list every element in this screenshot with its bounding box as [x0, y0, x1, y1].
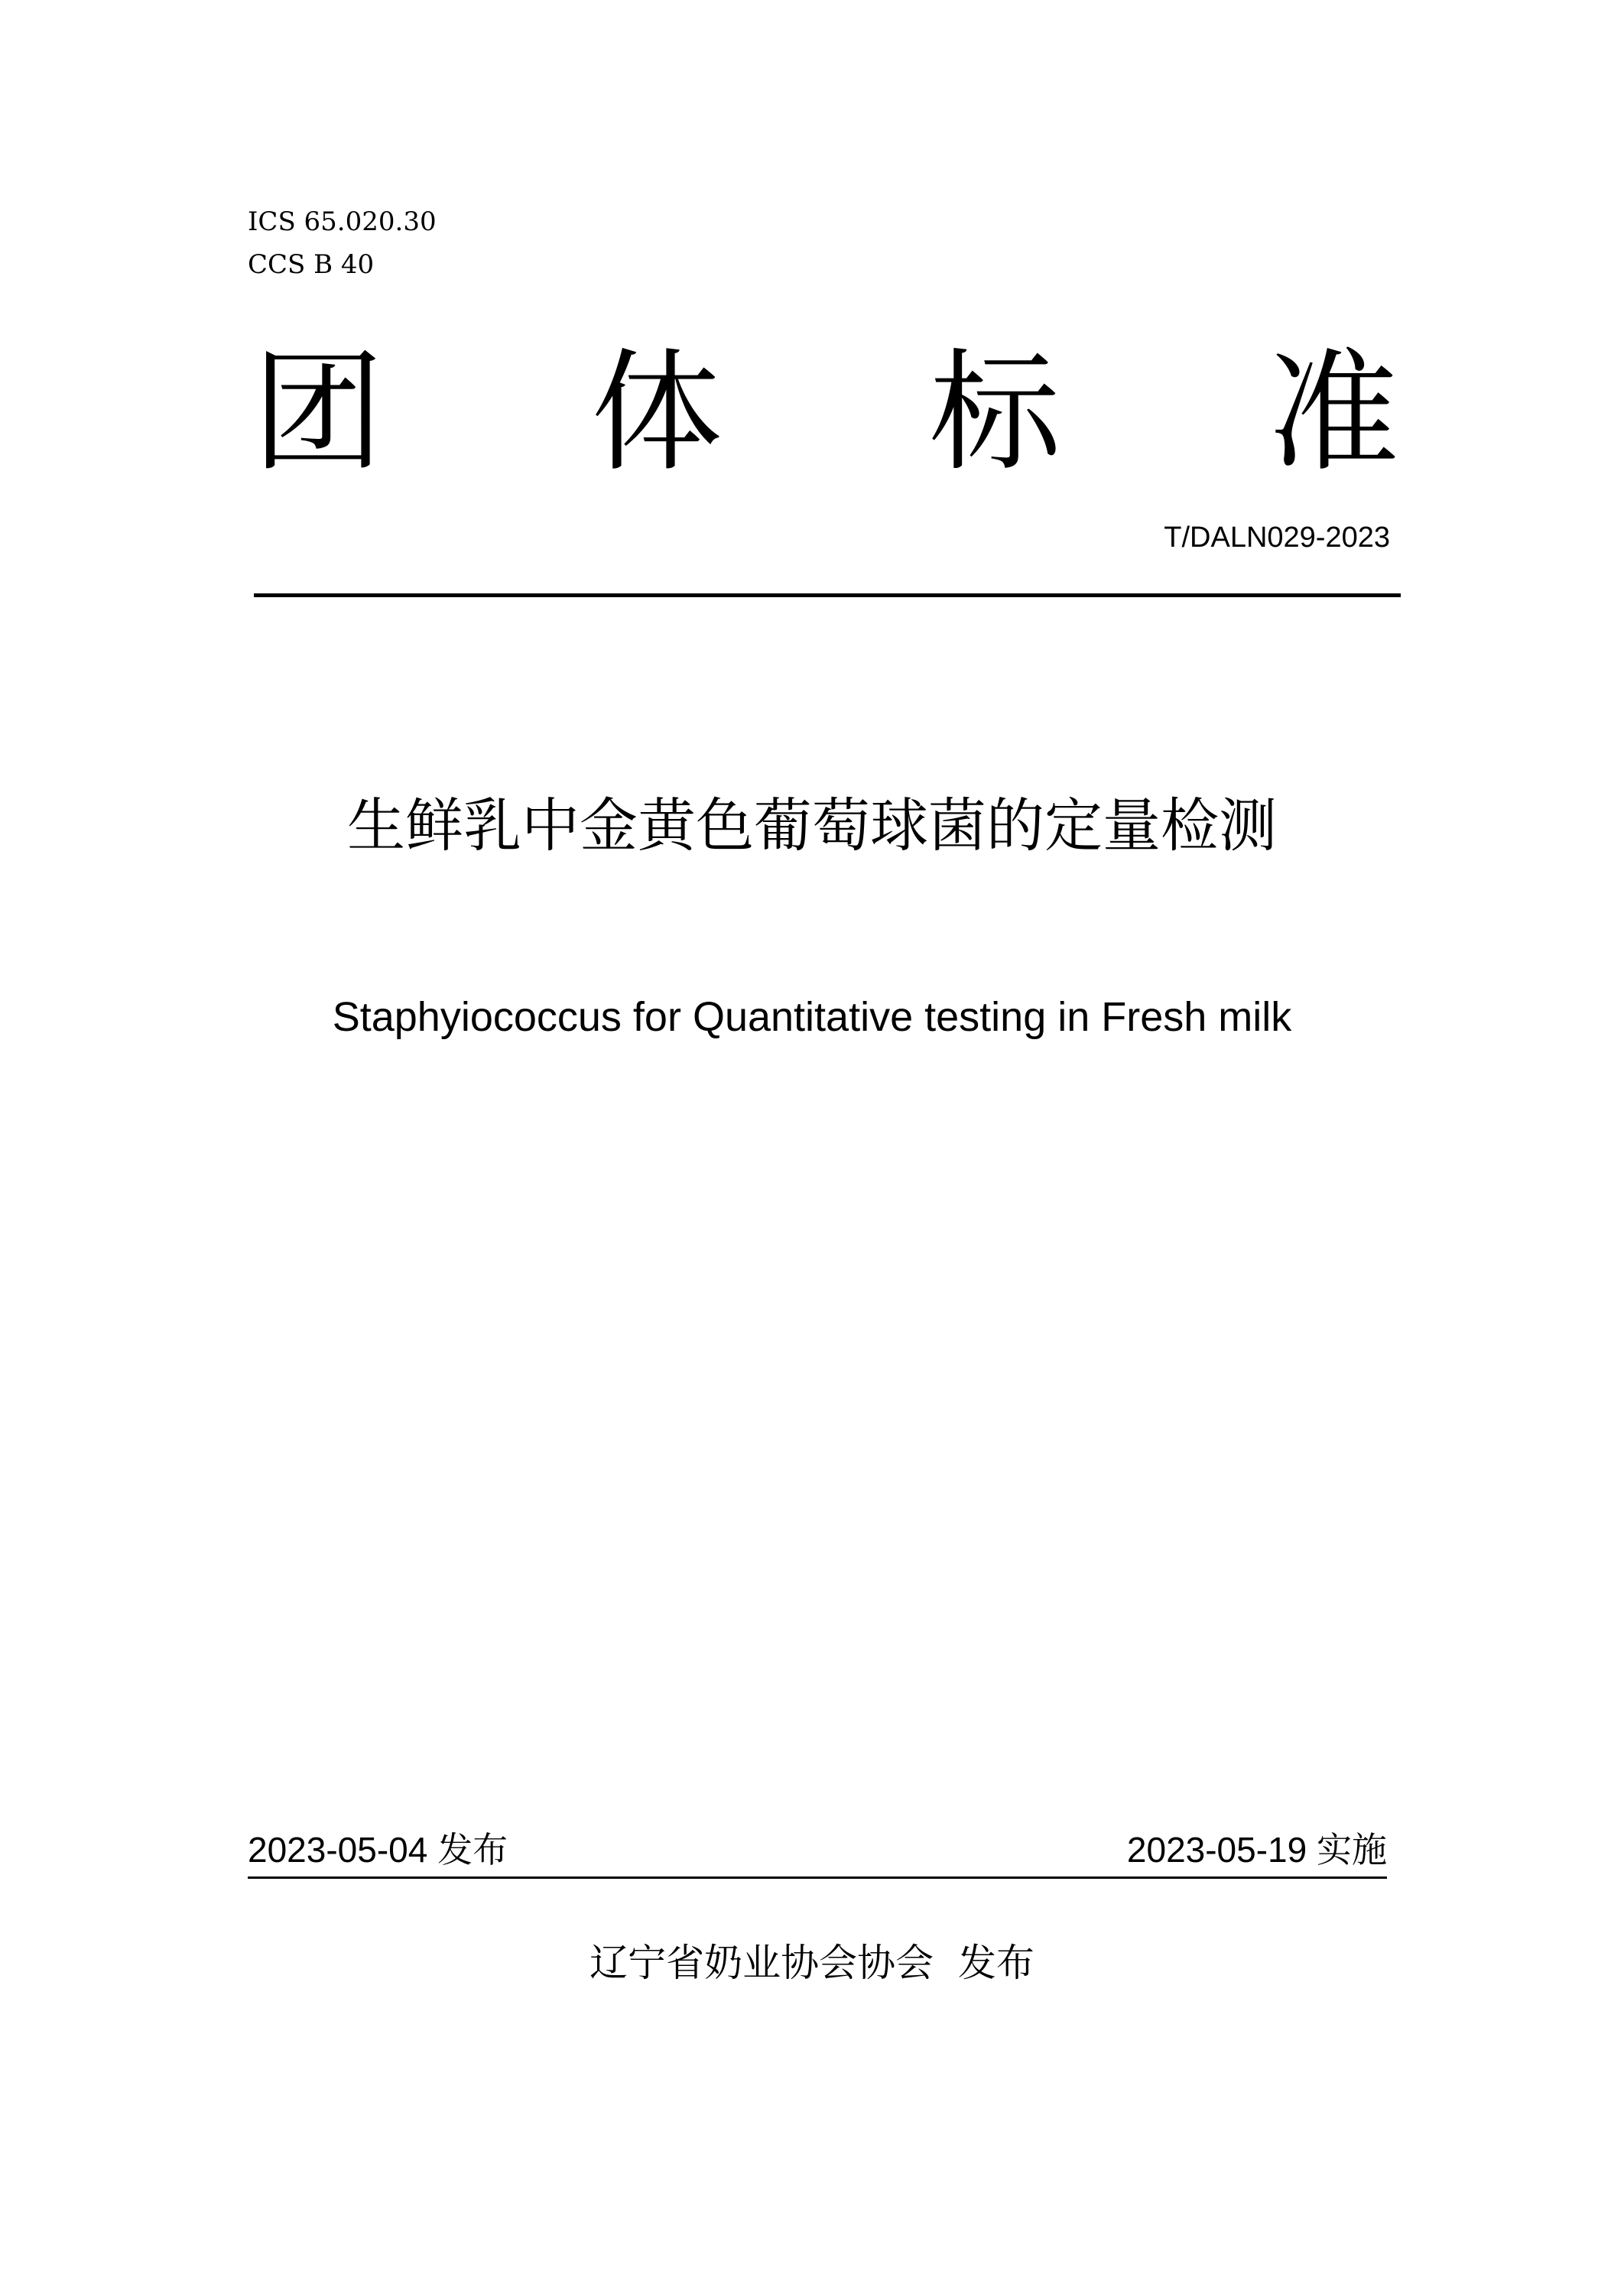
title-char-2: 体 [590, 336, 723, 489]
title-chinese: 生鲜乳中金黄色葡萄球菌的定量检测 [347, 791, 1277, 859]
date-line [248, 1823, 1387, 1879]
title-char-3: 标 [929, 336, 1061, 489]
ics-code: ICS 65.020.30 [248, 206, 437, 237]
publisher: 辽宁省奶业协会协会 发布 [590, 1941, 1034, 1985]
issue-date: 2023-05-04 发布 [248, 1830, 508, 1870]
classification-codes [248, 200, 437, 286]
header-divider [254, 593, 1401, 597]
title-char-4: 准 [1267, 336, 1399, 489]
title-char-1: 团 [252, 336, 384, 489]
implementation-date: 2023-05-19 实施 [1126, 1830, 1387, 1870]
ccs-code: CCS B 40 [248, 249, 375, 280]
title-english: Staphyiococcus for Quantitative testing in Fresh milk [332, 994, 1292, 1040]
document-type-title [252, 336, 1399, 489]
standard-code: T/DALN029-2023 [1164, 522, 1390, 554]
